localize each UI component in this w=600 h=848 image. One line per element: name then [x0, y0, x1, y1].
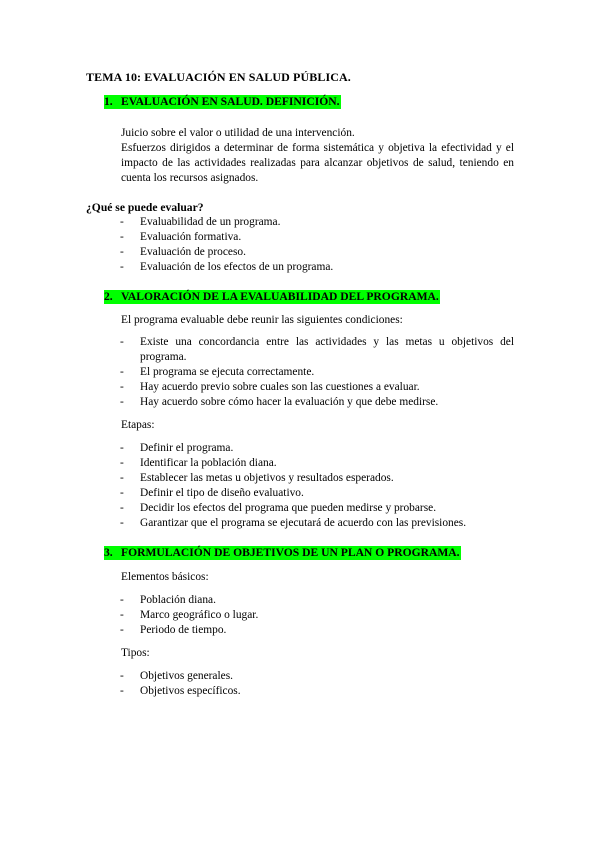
section-title: FORMULACIÓN DE OBJETIVOS DE UN PLAN O PROGRAMA. [121, 546, 460, 559]
stages-label: Etapas: [121, 419, 155, 431]
definition-paragraph: Juicio sobre el valor o utilidad de una intervención. [121, 127, 355, 139]
section-1-definition [121, 126, 514, 186]
section-1-heading [104, 95, 341, 108]
list-item: - El programa se ejecuta correctamente. [120, 366, 315, 378]
elements-label: Elementos básicos: [121, 571, 209, 583]
document-title: TEMA 10: EVALUACIÓN EN SALUD PÚBLICA. [86, 70, 351, 84]
conditions-list [0, 335, 514, 410]
list-item: - Hay acuerdo sobre cómo hacer la evaluación y que debe medirse. [120, 396, 439, 408]
list-item: - Evaluación de proceso. [120, 246, 246, 258]
stages-list [0, 441, 514, 531]
section-title: VALORACIÓN DE LA EVALUABILIDAD DEL PROGRAMA. [121, 290, 439, 303]
evaluation-list [0, 215, 514, 275]
conditions-intro: El programa evaluable debe reunir las siguientes condiciones: [121, 314, 403, 326]
types-list [0, 669, 514, 699]
list-item: - Definir el programa. [120, 442, 234, 454]
list-item: - Definir el tipo de diseño evaluativo. [120, 487, 304, 499]
list-item: - Garantizar que el programa se ejecutará de acuerdo con las previsiones. [120, 517, 467, 529]
list-item: - Identificar la población diana. [120, 457, 277, 469]
section-number: 1. [104, 95, 113, 108]
list-item: - Evaluabilidad de un programa. [120, 216, 281, 228]
question-heading: ¿Qué se puede evaluar? [86, 201, 204, 214]
list-item: - Objetivos generales. [120, 670, 233, 682]
section-2-heading [104, 290, 440, 303]
section-number: 2. [104, 290, 113, 303]
list-item: - Establecer las metas u objetivos y resultados esperados. [120, 472, 394, 484]
list-item: - Objetivos específicos. [120, 685, 241, 697]
types-label: Tipos: [121, 647, 150, 659]
list-item: - Decidir los efectos del programa que pueden medirse y probarse. [120, 502, 437, 514]
section-3-heading [104, 546, 461, 559]
elements-list [0, 593, 514, 638]
list-item: - Existe una concordancia entre las actividades y las metas u objetivos del programa. [120, 336, 514, 363]
list-item: - Población diana. [120, 594, 216, 606]
list-item: - Periodo de tiempo. [120, 624, 227, 636]
list-item: - Evaluación de los efectos de un programa. [120, 261, 334, 273]
section-title: EVALUACIÓN EN SALUD. DEFINICIÓN. [121, 95, 340, 108]
definition-paragraph: Esfuerzos dirigidos a determinar de forma sistemática y objetiva la efectividad y el impacto de las actividades realizadas para alcanzar objetivos de salud, teniendo en cuenta los recursos asignados. [121, 142, 514, 184]
list-item: - Evaluación formativa. [120, 231, 242, 243]
list-item: - Marco geográfico o lugar. [120, 609, 259, 621]
list-item: - Hay acuerdo previo sobre cuales son las cuestiones a evaluar. [120, 381, 420, 393]
section-number: 3. [104, 546, 113, 559]
